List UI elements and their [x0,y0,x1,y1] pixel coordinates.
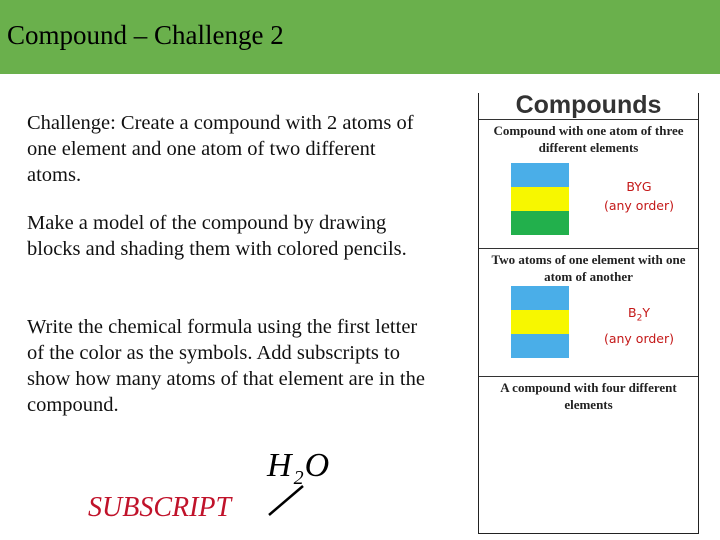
panel-divider [479,119,698,120]
section-2-block-3 [511,334,569,358]
formula-element-1: H [267,447,292,484]
section-3-label: A compound with four different elements [500,380,677,412]
section-1-block-2 [511,187,569,211]
section-1-block-1 [511,163,569,187]
panel-divider [479,248,698,249]
compounds-panel [478,93,699,534]
formula-instructions: Write the chemical formula using the first letter of the color as the symbols. Add subscripts to show how many atoms of that element are in the compound. [27,316,425,416]
formula-element-2: O [304,447,330,484]
model-instructions: Make a model of the compound by drawing blocks and shading them with colored pencils. [27,212,407,260]
subscript-label: SUBSCRIPT [88,492,232,523]
section-2-note-order: (any order) [603,330,675,346]
section-2-block-1 [511,286,569,310]
section-2-note-formula [579,303,699,329]
section-2-block-2 [511,310,569,334]
challenge-text: Challenge: Create a compound with 2 atoms of one element and one atom of two different atoms. [27,112,414,186]
note-symbol-b: B [628,305,637,320]
panel-title: Compounds [515,91,662,119]
section-1-block-3 [511,211,569,235]
formula-subscript: 2 [293,467,304,489]
note-symbol-y: Y [642,305,650,320]
section-1-note [579,177,699,215]
section-1-note-symbols: BYG [626,179,652,194]
note-subscript: 2 [636,313,643,324]
section-1-label: Compound with one atom of three different elements [493,123,684,155]
panel-divider [479,376,698,377]
slide-title: Compound – Challenge 2 [7,20,284,50]
section-2-label: Two atoms of one element with one atom of another [491,252,686,284]
section-2-note [579,303,699,348]
section-1-note-order: (any order) [603,198,675,213]
